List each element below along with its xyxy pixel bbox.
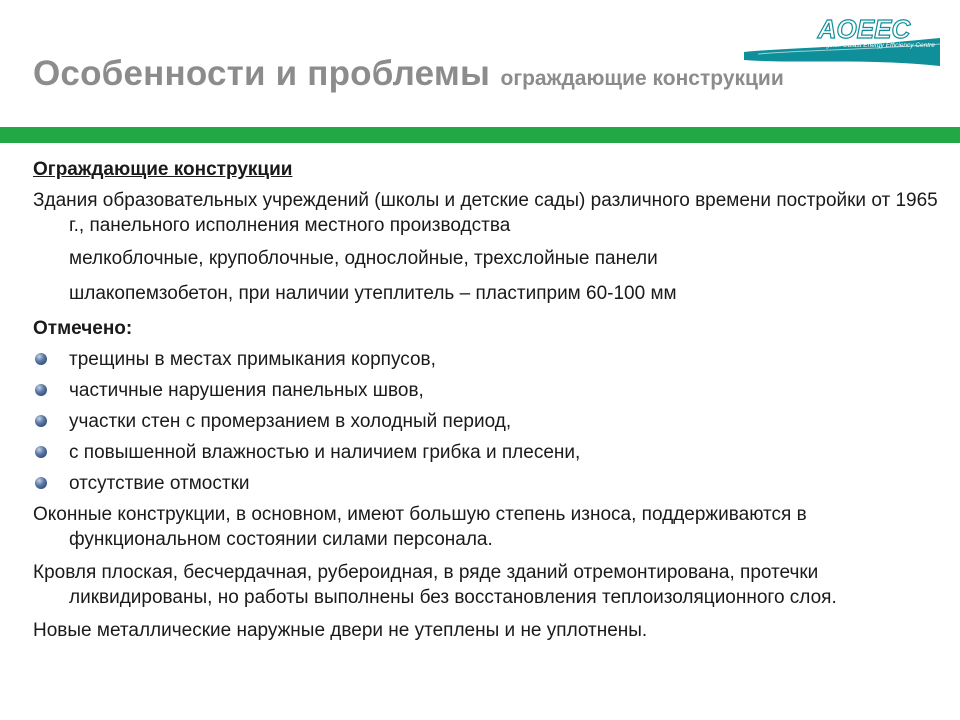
logo-tagline: Archangelsk Oblast Energy Efficiency Centre xyxy=(805,42,935,49)
bullet-icon xyxy=(35,415,47,427)
noted-list xyxy=(33,347,938,496)
panels-line: мелкоблочные, крупоблочные, однослойные, трехслойные панели xyxy=(69,248,658,269)
list-item xyxy=(33,440,938,465)
list-item xyxy=(33,347,938,372)
list-item xyxy=(33,409,938,434)
header-divider xyxy=(0,127,960,143)
doors-paragraph: Новые металлические наружные двери не утеплены и не уплотнены. xyxy=(33,620,648,641)
intro-paragraph: Здания образовательных учреждений (школы и детские сады) различного времени постройки от 1965 г., панельного исполнения местного производства xyxy=(33,190,938,236)
roof-paragraph: Кровля плоская, бесчердачная, рубероидная, в ряде зданий отремонтирована, протечки ликвидированы, но работы выполнены без восстановления теплоизоляционного слоя. xyxy=(33,562,837,608)
list-item-text: участки стен с промерзанием в холодный период, xyxy=(69,411,512,432)
slide-body xyxy=(33,157,938,651)
list-item-text: частичные нарушения панельных швов, xyxy=(69,380,424,401)
list-item-text: отсутствие отмостки xyxy=(69,473,250,494)
bullet-icon xyxy=(35,353,47,365)
list-item-text: с повышенной влажностью и наличием грибка и плесени, xyxy=(69,442,581,463)
bullet-icon xyxy=(35,446,47,458)
logo-wordmark: AOEEC xyxy=(817,14,911,44)
list-item-text: трещины в местах примыкания корпусов, xyxy=(69,349,436,370)
bullet-icon xyxy=(35,477,47,489)
noted-heading: Отмечено: xyxy=(33,318,133,339)
aoeec-logo-graphic xyxy=(744,14,940,70)
windows-paragraph: Оконные конструкции, в основном, имеют большую степень износа, поддерживаются в функциональном состоянии силами персонала. xyxy=(33,504,807,550)
list-item xyxy=(33,378,938,403)
bullet-icon xyxy=(35,384,47,396)
list-item xyxy=(33,471,938,496)
slide-title xyxy=(33,54,784,94)
aoeec-logo xyxy=(744,14,940,70)
material-line: шлакопемзобетон, при наличии утеплитель – пластиприм 60-100 мм xyxy=(69,283,677,304)
section-heading: Ограждающие конструкции xyxy=(33,159,293,180)
slide-title-sub: ограждающие конструкции xyxy=(500,67,784,90)
slide-title-main: Особенности и проблемы xyxy=(33,54,491,93)
